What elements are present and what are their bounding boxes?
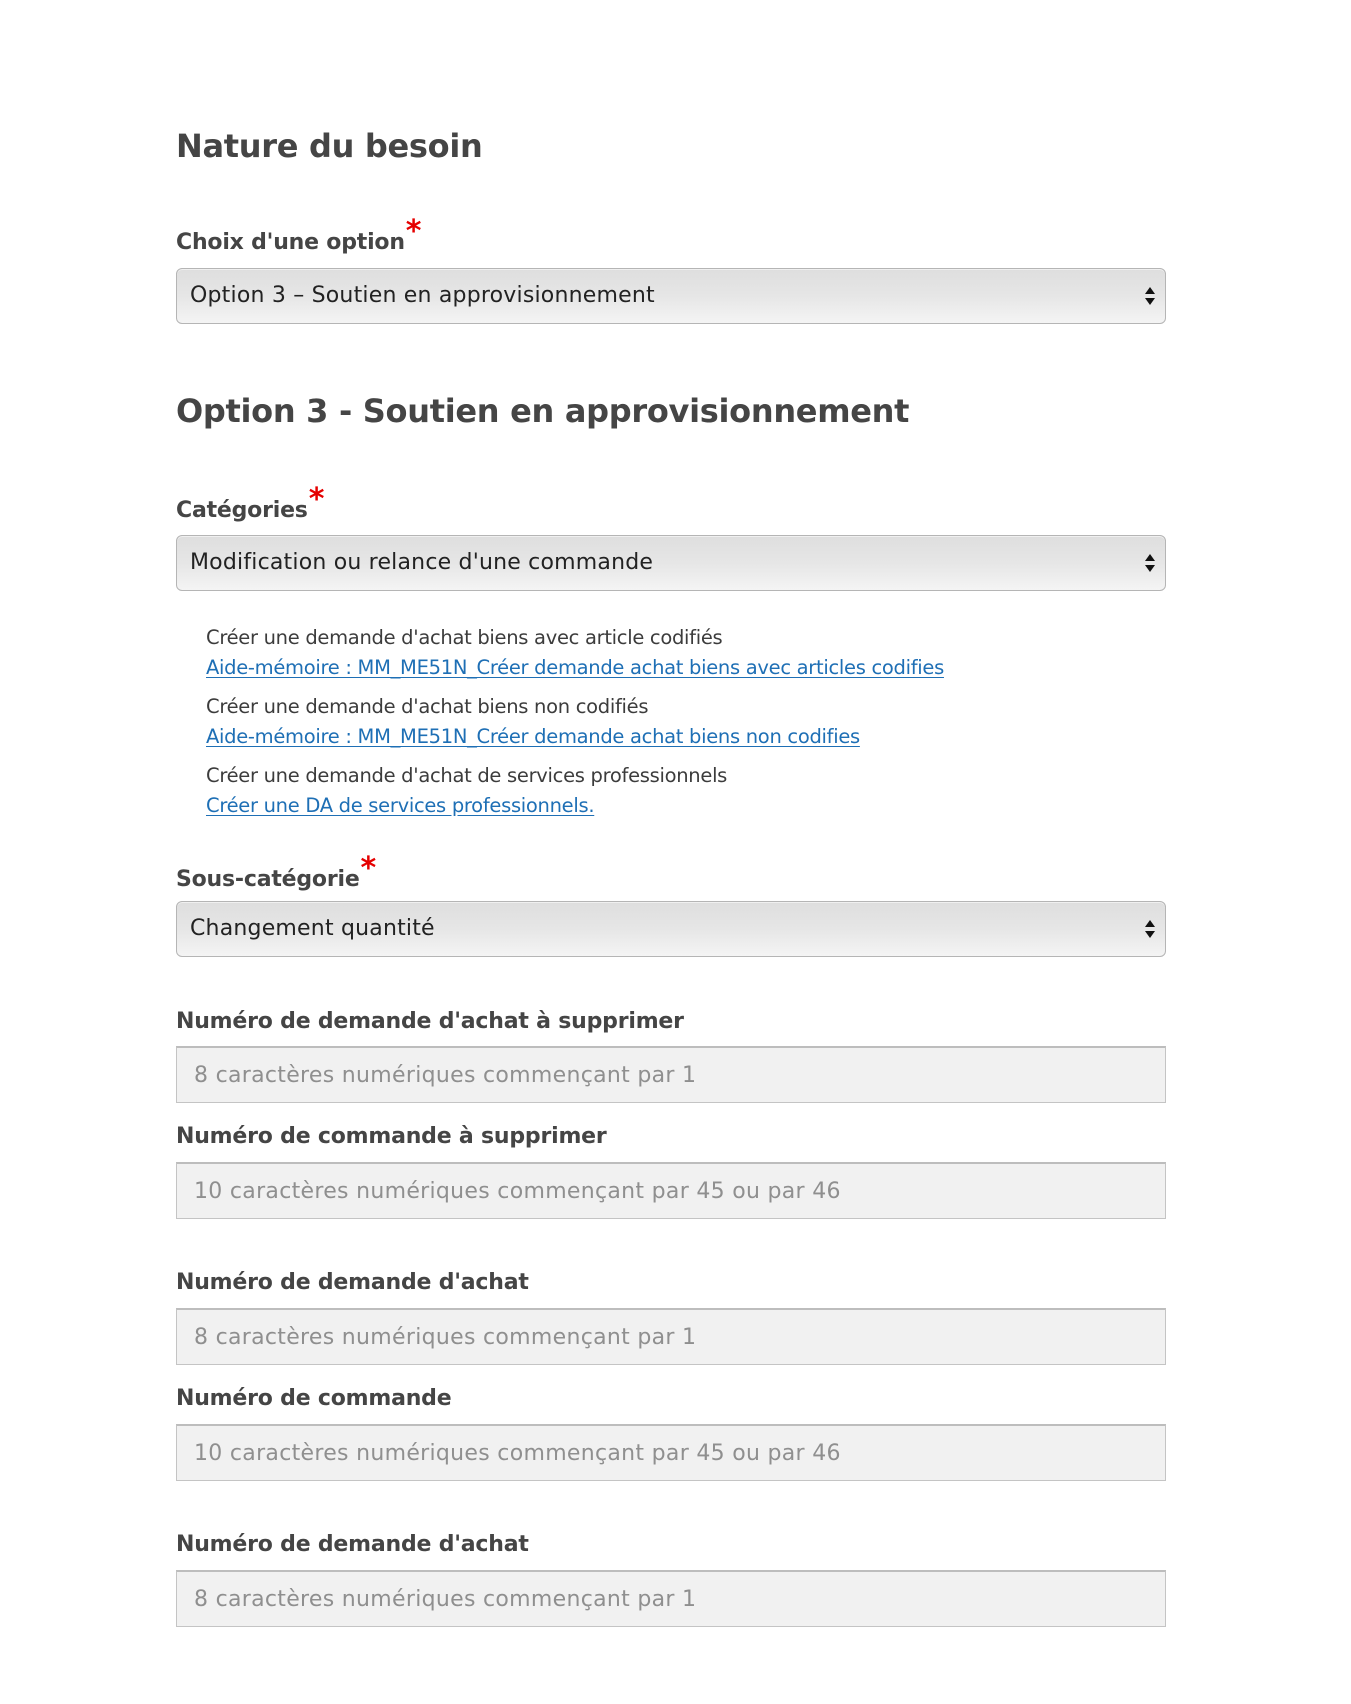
option-choice-label-text: Choix d'une option [176,230,405,255]
up-down-arrows-icon [1144,285,1156,307]
option-choice-select[interactable] [176,268,1166,324]
categories-select-value: Modification ou relance d'une commande [190,550,654,575]
up-down-arrows-icon [1144,552,1156,574]
field-label-da-supprimer: Numéro de demande d'achat à supprimer [176,1009,684,1034]
subcategory-select[interactable] [176,901,1166,957]
help-link-articles-codifies[interactable]: Aide-mémoire : MM_ME51N_Créer demande achat biens avec articles codifies [206,656,944,679]
option-choice-label [176,214,422,255]
subcategory-select-value: Changement quantité [190,916,435,941]
help-text: Créer une demande d'achat de services professionnels [206,764,728,787]
commande-supprimer-input[interactable] [176,1162,1166,1219]
demande-achat-input[interactable] [176,1308,1166,1365]
subcategory-label-text: Sous-catégorie [176,867,360,892]
required-asterisk: * [360,851,377,886]
categories-select[interactable] [176,535,1166,591]
section-title-option3: Option 3 - Soutien en approvisionnement [176,392,910,430]
categories-label-text: Catégories [176,498,308,523]
demande-achat-input-2[interactable] [176,1570,1166,1627]
categories-label [176,482,325,523]
option-choice-select-value: Option 3 – Soutien en approvisionnement [190,283,655,308]
commande-input[interactable] [176,1424,1166,1481]
da-supprimer-input[interactable] [176,1046,1166,1103]
help-text: Créer une demande d'achat biens non codifiés [206,695,649,718]
field-label-commande: Numéro de commande [176,1386,452,1411]
help-link-non-codifies[interactable]: Aide-mémoire : MM_ME51N_Créer demande achat biens non codifies [206,725,860,748]
field-label-commande-supprimer: Numéro de commande à supprimer [176,1124,607,1149]
help-text: Créer une demande d'achat biens avec article codifiés [206,626,723,649]
help-link-services-professionnels[interactable]: Créer une DA de services professionnels. [206,794,595,817]
required-asterisk: * [405,214,422,249]
field-label-demande-achat: Numéro de demande d'achat [176,1270,529,1295]
up-down-arrows-icon [1144,918,1156,940]
field-label-demande-achat-2: Numéro de demande d'achat [176,1532,529,1557]
required-asterisk: * [308,482,325,517]
section-title-nature: Nature du besoin [176,127,483,165]
subcategory-label [176,851,377,892]
